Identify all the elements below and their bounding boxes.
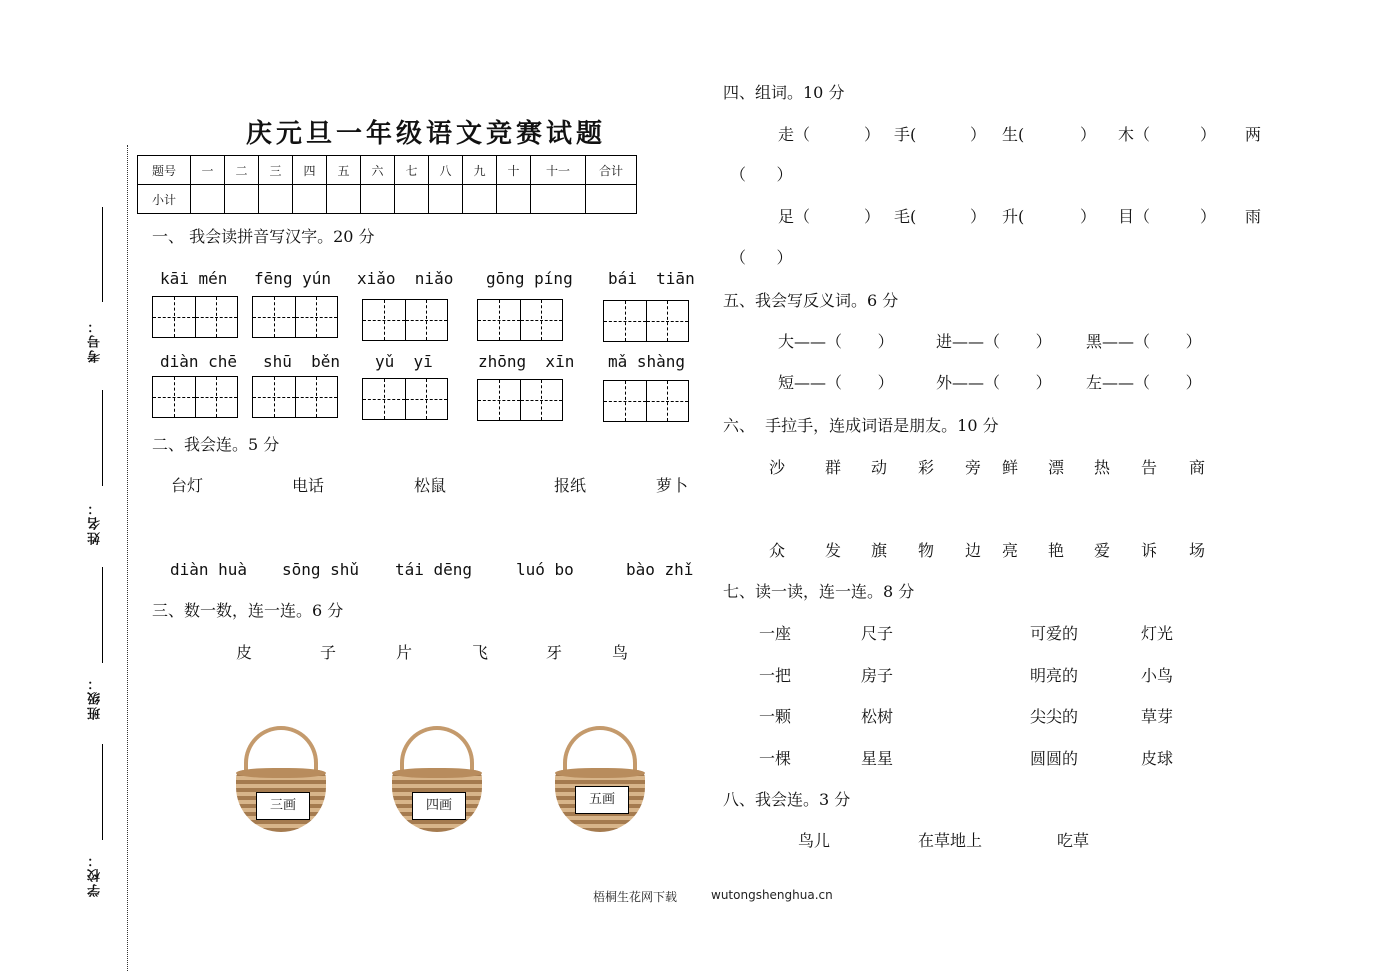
- writing-grid[interactable]: [252, 296, 338, 338]
- score-header-cell: 八: [429, 156, 463, 185]
- score-header-cell: 一: [191, 156, 225, 185]
- count-char: 片: [396, 643, 413, 662]
- score-input-cell[interactable]: [497, 185, 531, 214]
- writing-grid[interactable]: [362, 299, 448, 341]
- pair-char-bottom: 众: [769, 541, 786, 560]
- match-word: 萝卜: [656, 476, 689, 495]
- score-table-header-row: [138, 156, 637, 185]
- basket-label: 五画: [575, 786, 629, 814]
- score-input-cell[interactable]: [531, 185, 586, 214]
- score-input-cell[interactable]: [259, 185, 293, 214]
- section3-heading: 三、数一数，连一连。6 分: [152, 601, 344, 620]
- writing-grid[interactable]: [362, 378, 448, 420]
- score-table-subtotal-row: [138, 185, 637, 214]
- sentence-part: 鸟儿: [798, 831, 831, 850]
- count-char: 牙: [546, 643, 563, 662]
- word-prompt: 升(: [1002, 207, 1025, 226]
- pair-char-top: 热: [1094, 458, 1111, 477]
- class-label: 班级：: [88, 675, 103, 720]
- score-header-cell: 九: [463, 156, 497, 185]
- word-blank[interactable]: （ ）: [730, 248, 793, 267]
- writing-grid[interactable]: [152, 376, 238, 418]
- pinyin-label: diàn chē: [160, 352, 238, 371]
- pinyin-label: bái tiān: [608, 269, 695, 288]
- exam-number-label: 考号：: [88, 318, 103, 363]
- match-pinyin: sōng shǔ: [282, 560, 360, 579]
- pair-char-bottom: 爱: [1094, 541, 1111, 560]
- section5-heading: 五、我会写反义词。6 分: [723, 291, 899, 310]
- pair-char-bottom: 物: [918, 541, 935, 560]
- word-prompt: 木（: [1118, 125, 1151, 144]
- score-table: [137, 155, 637, 214]
- school-line: [102, 744, 103, 840]
- score-header-cell: 题号: [138, 156, 191, 185]
- match-pinyin: bào zhǐ: [626, 560, 694, 579]
- pinyin-label: gōng píng: [486, 269, 573, 288]
- basket-five-strokes[interactable]: [555, 726, 647, 834]
- noun-word: 房子: [861, 666, 894, 685]
- word-prompt: 目（: [1118, 207, 1151, 226]
- match-word: 台灯: [171, 476, 204, 495]
- match-pinyin: luó bo: [516, 560, 574, 579]
- writing-grid[interactable]: [477, 299, 563, 341]
- match-pinyin: diàn huà: [170, 560, 248, 579]
- sentence-part: 在草地上: [918, 831, 983, 850]
- antonym-item[interactable]: 进——（ ）: [936, 332, 1052, 351]
- pair-char-bottom: 亮: [1002, 541, 1019, 560]
- pair-char-top: 商: [1189, 458, 1206, 477]
- pair-char-top: 旁: [965, 458, 982, 477]
- name-line: [102, 390, 103, 486]
- pair-char-top: 告: [1141, 458, 1158, 477]
- noun-word-right: 小鸟: [1141, 666, 1174, 685]
- word-blank-close: ）: [1080, 125, 1097, 144]
- word-prompt: 两: [1245, 125, 1262, 144]
- writing-grid[interactable]: [252, 376, 338, 418]
- score-input-cell[interactable]: [225, 185, 259, 214]
- word-prompt: 走（: [778, 125, 811, 144]
- pair-char-top: 沙: [769, 458, 786, 477]
- school-label: 学校：: [88, 852, 103, 897]
- footer-url[interactable]: wutongshenghua.cn: [711, 888, 833, 902]
- footer-site-name: 梧桐生花网下载: [593, 890, 678, 904]
- section4-heading: 四、组词。10 分: [723, 83, 845, 102]
- section2-heading: 二、我会连。5 分: [152, 435, 280, 454]
- word-prompt: 雨: [1245, 207, 1262, 226]
- pinyin-label: shū běn: [263, 352, 341, 371]
- score-header-cell: 十一: [531, 156, 586, 185]
- score-input-cell[interactable]: [327, 185, 361, 214]
- basket-three-strokes[interactable]: [236, 726, 328, 834]
- adjective-word: 可爱的: [1030, 624, 1079, 643]
- writing-grid[interactable]: [603, 380, 689, 422]
- count-char: 皮: [236, 643, 253, 662]
- measure-word: 一颗: [759, 707, 792, 726]
- pair-char-top: 彩: [918, 458, 935, 477]
- score-input-cell[interactable]: [429, 185, 463, 214]
- writing-grid[interactable]: [152, 296, 238, 338]
- word-blank-close: ）: [864, 207, 881, 226]
- score-header-cell: 三: [259, 156, 293, 185]
- basket-rim: [392, 768, 482, 778]
- score-input-cell[interactable]: [293, 185, 327, 214]
- word-prompt: 足（: [778, 207, 811, 226]
- writing-grid[interactable]: [603, 300, 689, 342]
- noun-word: 松树: [861, 707, 894, 726]
- antonym-item[interactable]: 短——（ ）: [778, 373, 894, 392]
- word-blank-close: ）: [1200, 207, 1217, 226]
- word-blank-close: ）: [864, 125, 881, 144]
- pair-char-top: 动: [871, 458, 888, 477]
- section6-heading: 六、 手拉手，连成词语是朋友。10 分: [723, 416, 999, 435]
- section1-heading: 一、 我会读拼音写汉字。20 分: [152, 227, 375, 246]
- sentence-part: 吃草: [1057, 831, 1090, 850]
- word-prompt: 生(: [1002, 125, 1025, 144]
- score-input-cell[interactable]: [191, 185, 225, 214]
- match-word: 松鼠: [414, 476, 447, 495]
- pinyin-label: zhōng xīn: [478, 352, 575, 371]
- pair-char-top: 群: [825, 458, 842, 477]
- score-input-cell[interactable]: [586, 185, 637, 214]
- word-blank-close: ）: [970, 125, 987, 144]
- adjective-word: 圆圆的: [1030, 749, 1079, 768]
- pair-char-bottom: 发: [825, 541, 842, 560]
- pinyin-label: xiǎo niǎo: [357, 269, 454, 288]
- exam-number-line: [102, 207, 103, 302]
- count-char: 子: [320, 643, 337, 662]
- antonym-item[interactable]: 外——（ ）: [936, 373, 1052, 392]
- writing-grid[interactable]: [477, 379, 563, 421]
- section8-heading: 八、我会连。3 分: [723, 790, 851, 809]
- score-header-cell: 十: [497, 156, 531, 185]
- antonym-item[interactable]: 黑——（ ）: [1086, 332, 1202, 351]
- pinyin-label: kāi mén: [160, 269, 228, 288]
- noun-word-right: 灯光: [1141, 624, 1174, 643]
- word-blank-close: ）: [1080, 207, 1097, 226]
- score-header-cell: 合计: [586, 156, 637, 185]
- score-header-cell: 四: [293, 156, 327, 185]
- pinyin-label: yǔ yī: [375, 352, 433, 371]
- word-blank[interactable]: （ ）: [730, 165, 793, 184]
- pair-char-top: 漂: [1048, 458, 1065, 477]
- basket-rim: [236, 768, 326, 778]
- word-blank-close: ）: [970, 207, 987, 226]
- name-label: 姓名：: [88, 500, 103, 545]
- score-header-cell: 五: [327, 156, 361, 185]
- score-input-cell[interactable]: [361, 185, 395, 214]
- basket-label: 三画: [256, 792, 310, 820]
- antonym-item[interactable]: 左——（ ）: [1086, 373, 1202, 392]
- adjective-word: 明亮的: [1030, 666, 1079, 685]
- match-pinyin: tái dēng: [395, 560, 473, 579]
- noun-word: 尺子: [861, 624, 894, 643]
- noun-word: 星星: [861, 749, 894, 768]
- word-prompt: 手(: [894, 125, 917, 144]
- antonym-item[interactable]: 大——（ ）: [778, 332, 894, 351]
- score-header-cell: 七: [395, 156, 429, 185]
- subtotal-label: 小计: [138, 185, 191, 214]
- noun-word-right: 皮球: [1141, 749, 1174, 768]
- measure-word: 一座: [759, 624, 792, 643]
- score-header-cell: 六: [361, 156, 395, 185]
- pinyin-label: mǎ shàng: [608, 352, 686, 371]
- measure-word: 一把: [759, 666, 792, 685]
- measure-word: 一棵: [759, 749, 792, 768]
- pair-char-bottom: 边: [965, 541, 982, 560]
- noun-word-right: 草芽: [1141, 707, 1174, 726]
- section7-heading: 七、读一读，连一连。8 分: [723, 582, 915, 601]
- word-prompt: 毛(: [894, 207, 917, 226]
- binding-dotted-line: [127, 145, 128, 971]
- pinyin-label: fēng yún: [254, 269, 332, 288]
- score-input-cell[interactable]: [463, 185, 497, 214]
- pair-char-bottom: 诉: [1141, 541, 1158, 560]
- adjective-word: 尖尖的: [1030, 707, 1079, 726]
- pair-char-bottom: 艳: [1048, 541, 1065, 560]
- match-word: 报纸: [554, 476, 587, 495]
- basket-label: 四画: [412, 792, 466, 820]
- basket-rim: [555, 768, 645, 778]
- class-line: [102, 567, 103, 663]
- page-title: 庆元旦一年级语文竞赛试题: [246, 119, 607, 149]
- pair-char-bottom: 场: [1189, 541, 1206, 560]
- basket-four-strokes[interactable]: [392, 726, 484, 834]
- score-header-cell: 二: [225, 156, 259, 185]
- word-blank-close: ）: [1200, 125, 1217, 144]
- pair-char-bottom: 旗: [871, 541, 888, 560]
- count-char: 飞: [472, 643, 489, 662]
- pair-char-top: 鲜: [1002, 458, 1019, 477]
- score-input-cell[interactable]: [395, 185, 429, 214]
- count-char: 鸟: [612, 643, 629, 662]
- match-word: 电话: [292, 476, 325, 495]
